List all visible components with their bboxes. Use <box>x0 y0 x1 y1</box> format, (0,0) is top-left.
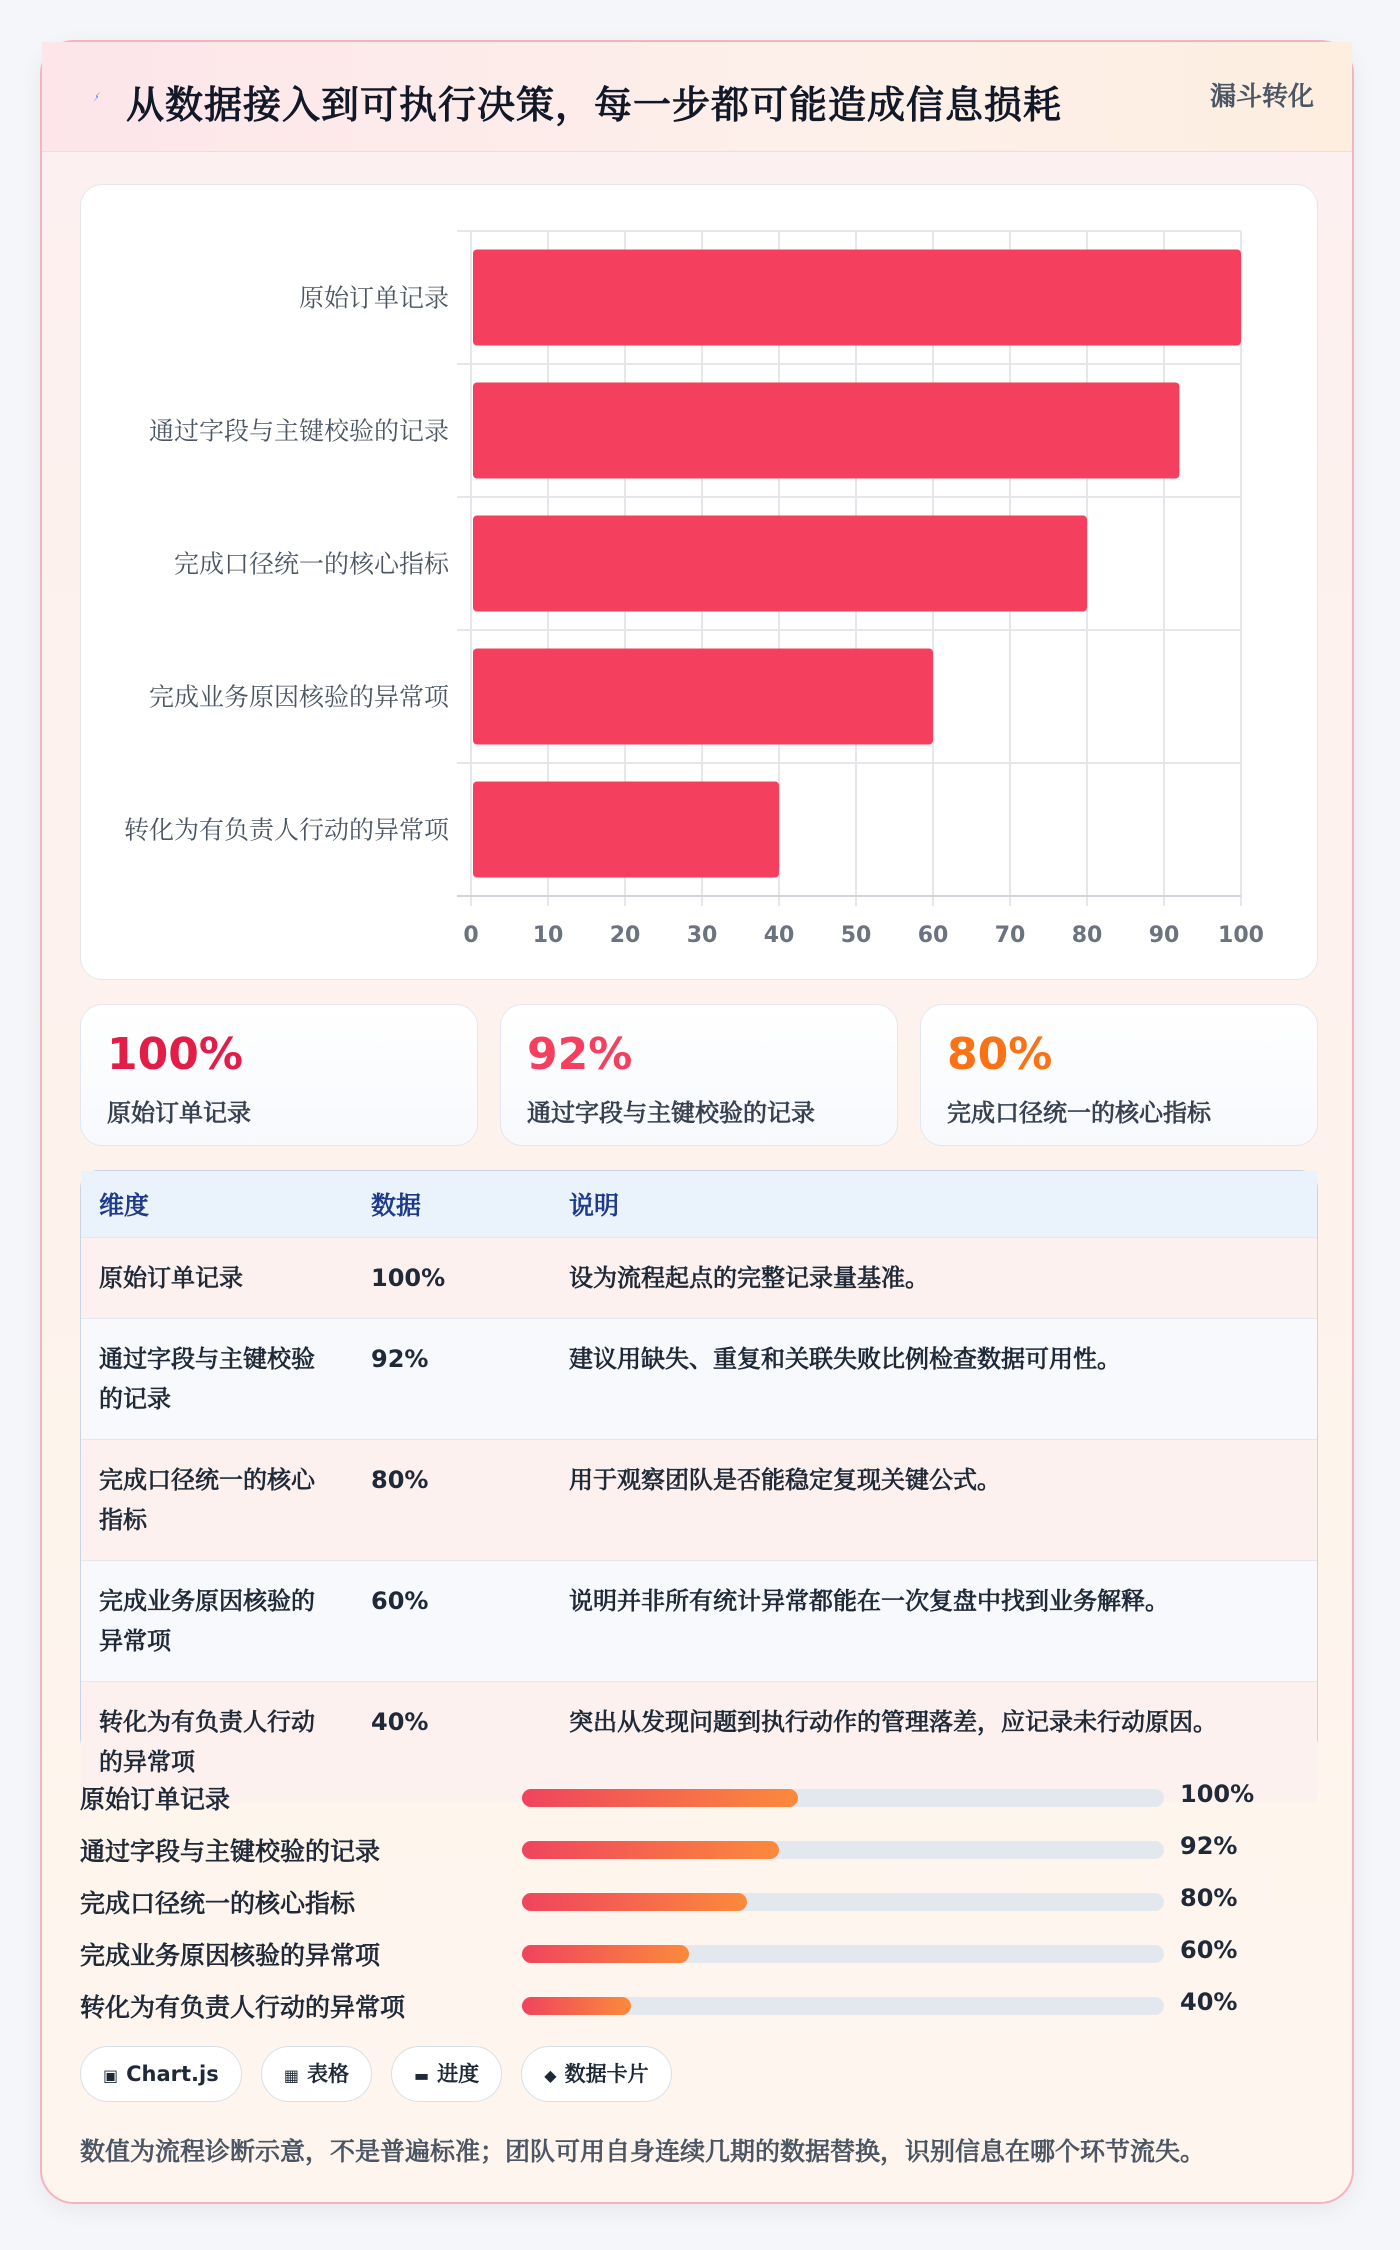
column-header: 说明 <box>551 1171 1317 1237</box>
stat-value: 92% <box>527 1029 633 1080</box>
x-tick-label: 40 <box>763 923 795 948</box>
table-header-row <box>81 1171 1317 1237</box>
table-cell: 92% <box>353 1318 551 1439</box>
progress-track <box>522 1893 1164 1911</box>
x-tick-label: 70 <box>994 923 1026 948</box>
card-header <box>42 42 1352 152</box>
x-tick-label: 90 <box>1148 923 1180 948</box>
y-tick-label: 原始订单记录 <box>298 283 449 313</box>
progress-label: 转化为有负责人行动的异常项 <box>80 1993 406 2022</box>
table-cell: 80% <box>353 1439 551 1560</box>
table-cell: 完成口径统一的核心指标 <box>81 1439 353 1560</box>
table-cell: 说明并非所有统计异常都能在一次复盘中找到业务解释。 <box>551 1560 1317 1681</box>
x-tick-label: 80 <box>1071 923 1103 948</box>
x-tick-label: 0 <box>463 923 479 948</box>
table-cell: 60% <box>353 1560 551 1681</box>
column-header: 数据 <box>353 1171 551 1237</box>
progress-fill <box>522 1997 631 2015</box>
table-cell: 原始订单记录 <box>81 1237 353 1318</box>
stat-label: 通过字段与主键校验的记录 <box>527 1099 815 1127</box>
table-row <box>81 1318 1317 1439</box>
y-tick-label: 完成口径统一的核心指标 <box>173 549 449 579</box>
progress-fill <box>522 1945 689 1963</box>
x-tick-label: 20 <box>609 923 641 948</box>
progress-value: 80% <box>1180 1884 1238 1912</box>
column-header: 维度 <box>81 1171 353 1237</box>
data-table <box>80 1170 1318 1776</box>
table-row <box>81 1237 1317 1318</box>
chip-chartjs[interactable] <box>80 2046 242 2102</box>
progress-label: 原始订单记录 <box>80 1785 231 1814</box>
progress-label: 通过字段与主键校验的记录 <box>80 1837 381 1866</box>
table-cell: 用于观察团队是否能稳定复现关键公式。 <box>551 1439 1317 1560</box>
progress-row <box>80 1776 1318 1816</box>
y-tick-label: 完成业务原因核验的异常项 <box>148 682 449 712</box>
bar <box>473 383 1179 479</box>
progress-label: 完成业务原因核验的异常项 <box>80 1941 381 1970</box>
x-tick-label: 10 <box>532 923 564 948</box>
chip-label: 表格 <box>306 2062 349 2086</box>
bar-chart-panel <box>80 184 1318 980</box>
progress-icon: ▬ <box>414 2066 430 2085</box>
table-row <box>81 1439 1317 1560</box>
progress-track <box>522 1841 1164 1859</box>
category-tag: 漏斗转化 <box>1209 82 1314 112</box>
progress-row <box>80 1932 1318 1972</box>
chip-data-cards[interactable] <box>521 2046 671 2102</box>
chip-progress[interactable] <box>391 2046 502 2102</box>
footnote: 数值为流程诊断示意，不是普遍标准；团队可用自身连续几期的数据替换，识别信息在哪个环节流失。 <box>80 2137 1206 2166</box>
chip-label: 进度 <box>437 2062 480 2086</box>
progress-fill <box>522 1841 779 1859</box>
stat-card-2 <box>500 1004 898 1146</box>
table-cell: 转化为有负责人行动的异常项 <box>81 1681 353 1802</box>
progress-track <box>522 1945 1164 1963</box>
bar-chart <box>81 185 1319 981</box>
progress-track <box>522 1997 1164 2015</box>
table-row <box>81 1560 1317 1681</box>
progress-fill <box>522 1893 747 1911</box>
lightning-icon <box>84 84 110 110</box>
chart-icon: ▣ <box>103 2066 119 2085</box>
table-icon: ▦ <box>283 2066 299 2085</box>
table-cell: 100% <box>353 1237 551 1318</box>
progress-value: 92% <box>1180 1832 1238 1860</box>
table-cell: 40% <box>353 1681 551 1802</box>
bar <box>473 649 933 745</box>
progress-row <box>80 1984 1318 2024</box>
table-cell: 建议用缺失、重复和关联失败比例检查数据可用性。 <box>551 1318 1317 1439</box>
progress-value: 60% <box>1180 1936 1238 1964</box>
stat-value: 100% <box>107 1029 243 1080</box>
diamond-icon: ◆ <box>544 2066 557 2085</box>
chip-label: 数据卡片 <box>564 2062 649 2086</box>
table-cell: 通过字段与主键校验的记录 <box>81 1318 353 1439</box>
x-tick-label: 60 <box>917 923 949 948</box>
page-title: 从数据接入到可执行决策，每一步都可能造成信息损耗 <box>126 83 1063 127</box>
progress-row <box>80 1828 1318 1868</box>
table-cell: 突出从发现问题到执行动作的管理落差，应记录未行动原因。 <box>551 1681 1317 1802</box>
progress-value: 100% <box>1180 1780 1255 1808</box>
chip-table[interactable] <box>261 2046 372 2102</box>
progress-track <box>522 1789 1164 1807</box>
y-tick-label: 转化为有负责人行动的异常项 <box>123 815 449 845</box>
y-tick-label: 通过字段与主键校验的记录 <box>148 416 449 446</box>
x-tick-label: 100 <box>1218 923 1264 948</box>
stat-value: 80% <box>947 1029 1053 1080</box>
progress-fill <box>522 1789 798 1807</box>
chip-label: Chart.js <box>126 2062 219 2086</box>
bar <box>473 516 1087 612</box>
table-cell: 完成业务原因核验的异常项 <box>81 1560 353 1681</box>
table-cell: 设为流程起点的完整记录量基准。 <box>551 1237 1317 1318</box>
progress-label: 完成口径统一的核心指标 <box>80 1889 356 1918</box>
bar <box>473 250 1241 346</box>
stat-card-3 <box>920 1004 1318 1146</box>
tag-chips <box>80 2046 686 2102</box>
funnel-card <box>40 40 1354 2204</box>
x-tick-label: 30 <box>686 923 718 948</box>
progress-value: 40% <box>1180 1988 1238 2016</box>
stat-card-1 <box>80 1004 478 1146</box>
progress-row <box>80 1880 1318 1920</box>
bar <box>473 782 779 878</box>
x-tick-label: 50 <box>840 923 872 948</box>
stat-label: 原始订单记录 <box>107 1099 251 1127</box>
stat-label: 完成口径统一的核心指标 <box>947 1099 1211 1127</box>
